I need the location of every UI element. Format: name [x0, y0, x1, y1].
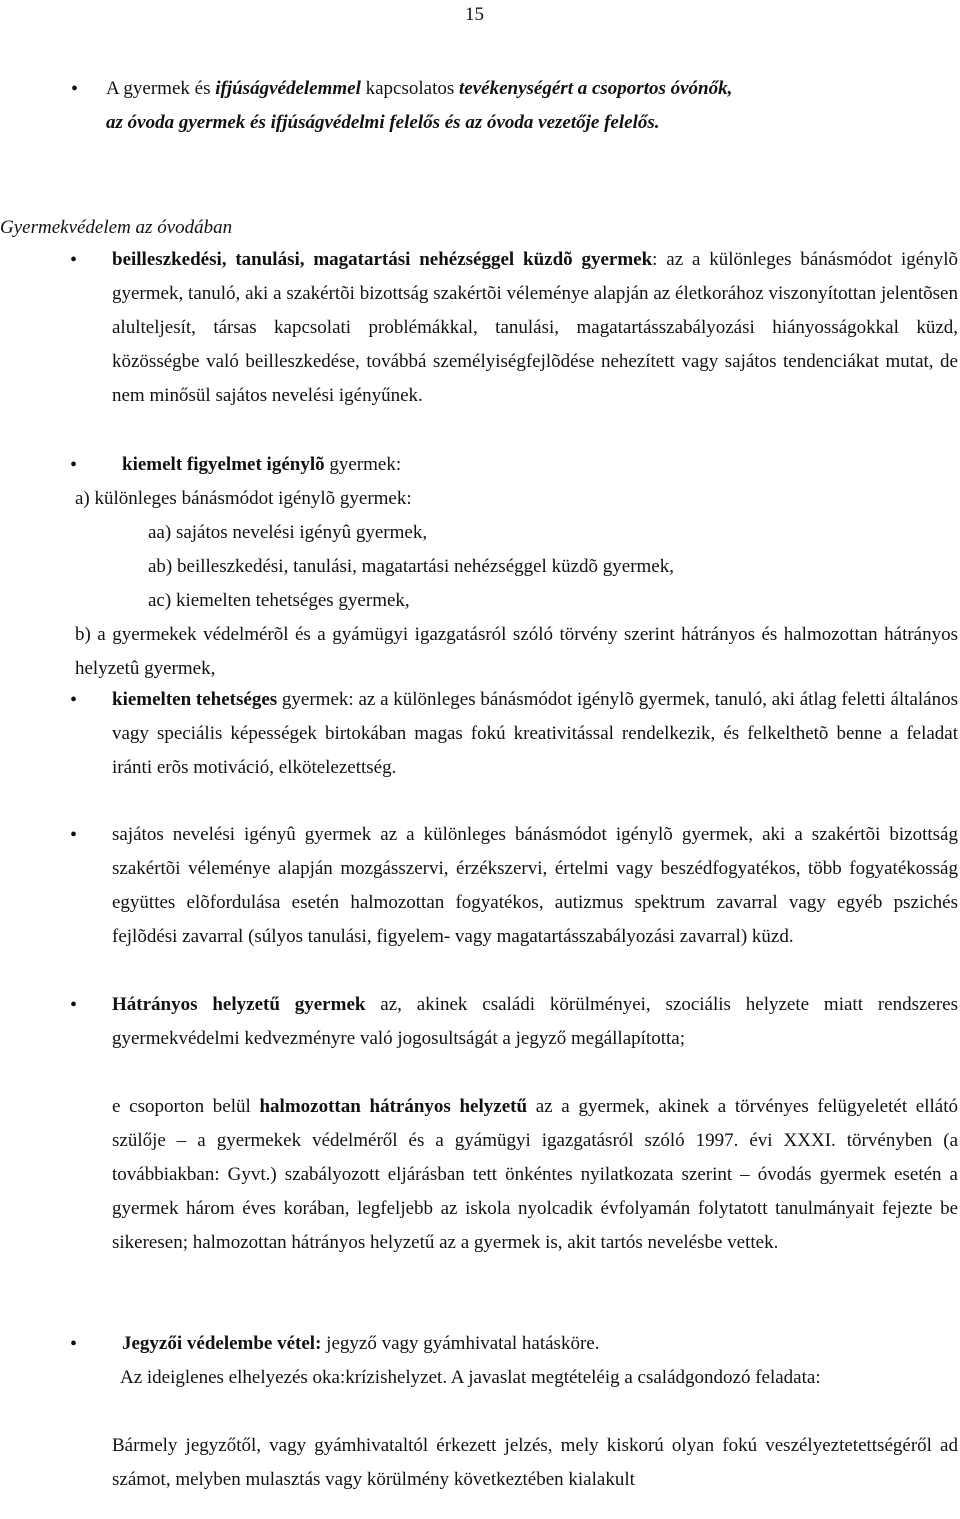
item-text: kiemelt figyelmet igénylõ gyermek:	[122, 454, 402, 475]
list-aa: aa) sajátos nevelési igényû gyermek,	[148, 522, 428, 543]
bullet-icon: •	[70, 994, 78, 1016]
list-ab: ab) beilleszkedési, tanulási, magatartási nehézséggel küzdõ gyermek,	[148, 556, 674, 577]
item-text: Jegyzői védelembe vétel: jegyző vagy gyámhivatal hatásköre.	[122, 1333, 600, 1354]
bullet-icon: •	[71, 78, 79, 100]
bullet-icon: •	[70, 454, 78, 476]
bullet-icon: •	[70, 1333, 78, 1355]
item-text: Hátrányos helyzetű gyermek az, akinek családi körülményei, szociális helyzete miatt rendszeres gyermekvédelmi kedvezményre való jogosultságát a jegyző megállapította;	[112, 994, 959, 1049]
barmely-jegyzotol: Bármely jegyzőtől, vagy gyámhivataltól érkezett jelzés, mely kiskorú olyan fokú veszélyeztetettségéről ad számot, melyben mulasztás vagy körülmény következtében kialakult	[112, 1435, 958, 1490]
bullet-icon: •	[70, 689, 78, 711]
list-b: b) a gyermekek védelmérõl és a gyámügyi igazgatásról szóló törvény szerint hátrányos és halmozottan hátrányos helyzetû gyermek,	[75, 624, 958, 679]
list-ac: ac) kiemelten tehetséges gyermek,	[148, 590, 410, 611]
item-text: beilleszkedési, tanulási, magatartási nehézséggel küzdõ gyermek: az a különleges bánásmódot igénylõ gyermek, tanuló, aki a szakértõi bizottság szakértõi véleménye alapján az életkorához viszonyítottan jelentõsen alulteljesít, társas kapcsolati problémákkal, tanulási, magatartásszabályozási hiányosságokkal küzd, közösségbe való beilleszkedése, továbbá személyiségfejlõdése nehezített vagy sajátos tendenciákat mutat, de nem minősül sajátos nevelési igényűnek.	[112, 249, 958, 406]
item-text: sajátos nevelési igényû gyermek az a különleges bánásmódot igénylõ gyermek, aki a szakértõi bizottság szakértõi véleménye alapján mozgásszervi, érzékszervi, értelmi vagy beszédfogyatékos, több fogyatékosság együttes elõfordulása esetén halmozottan fogyatékos, autizmus spektrum zavarral vagy egyéb pszichés fejlõdési zavarral (súlyos tanulási, figyelem- vagy magatartásszabályozási zavarral) küzd.	[112, 824, 958, 947]
section-title: Gyermekvédelem az óvodában	[0, 217, 233, 238]
bullet-icon: •	[70, 249, 78, 271]
list-a: a) különleges bánásmódot igénylõ gyermek:	[75, 488, 412, 509]
item-text: kiemelten tehetséges gyermek: az a különleges bánásmódot igénylõ gyermek, tanuló, aki átlag feletti általános vagy speciális képességek birtokában magas fokú kreativitással rendelkezik, és felkelthetõ benne a feladat iránti erõs motiváció, elkötelezettség.	[112, 689, 958, 778]
bullet-icon: •	[70, 824, 78, 846]
ideiglenes-elhelyezes: Az ideiglenes elhelyezés oka:krízishelyzet. A javaslat megtételéig a családgondozó feladata:	[120, 1367, 821, 1388]
intro-text: A gyermek és ifjúságvédelemmel kapcsolatos tevékenységért a csoportos óvónők, az óvoda gyermek és ifjúságvédelmi felelős és az óvoda vezetője felelős.	[106, 78, 733, 133]
page-number: 15	[465, 4, 484, 25]
item-halmozottan-hatranyos: e csoporton belül halmozottan hátrányos helyzetű az a gyermek, akinek a törvényes felügyeletét ellátó szülője – a gyermekek védelméről és a gyámügyi igazgatásról szóló 1997. évi XXXI. törvényben (a továbbiakban: Gyvt.) szabályozott eljárásban tett önkéntes nyilatkozata szerint – óvodás gyermek esetén a gyermek három éves korában, legfeljebb az iskola nyolcadik évfolyamán folytatott tanulmányait fejezte be sikeresen; halmozottan hátrányos helyzetű az a gyermek is, akit tartós nevelésbe vettek.	[112, 1096, 958, 1253]
